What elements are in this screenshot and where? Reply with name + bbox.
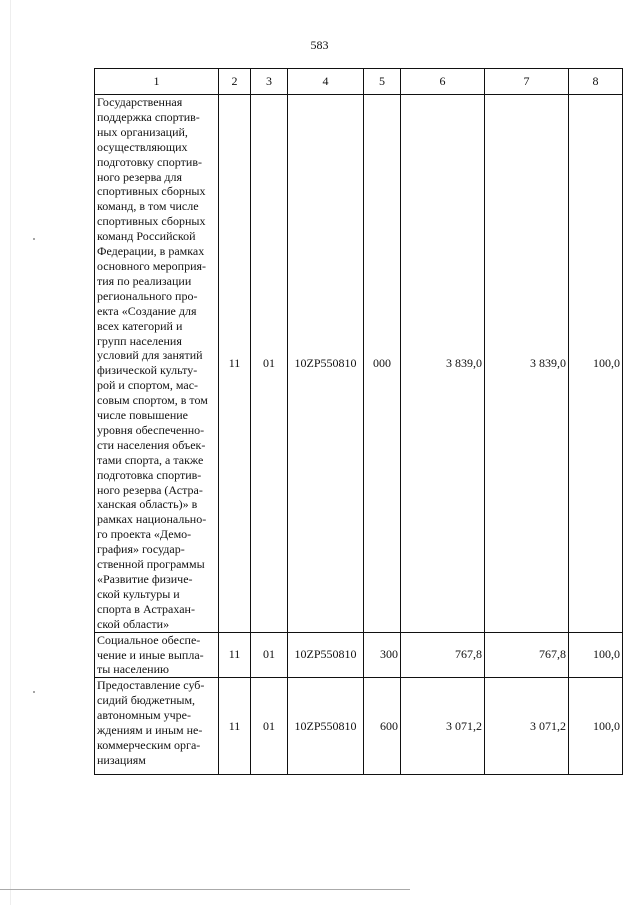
cell-amount-planned: 767,8 [401,632,485,678]
header-cell-2: 2 [219,69,251,95]
header-cell-3: 3 [251,69,288,95]
cell-expense-type: 300 [364,632,401,678]
scan-bottom-line [0,889,410,890]
cell-subsection: 01 [251,678,288,775]
row-description: Государственная поддержка спортив- ных организаций, осуществляющих подготовку спортив- ного резерва для спортивных сборных команд, в том числе спортивных сборных команд Российской Федерации, в рамках основного мероприя- тия по реализации регионального про- екта «Создание для всех категорий и групп населения условий для занятий физической культу- рой и спортом, мас- совым спортом, в том числе повышение уровня обеспеченно- сти населения объек- тами спорта, а также подготовка спортив- ного резерва (Астра- ханская область)» в рамках национально- го проекта «Демо- графия» государ- ственной программы «Развитие физиче- ской культуры и спорта в Астрахан- ской области» [95,95,219,633]
cell-amount-planned: 3 839,0 [401,95,485,633]
cell-percent: 100,0 [569,95,623,633]
cell-section: 11 [219,95,251,633]
header-cell-7: 7 [485,69,569,95]
scan-edge-line [10,0,11,905]
header-cell-4: 4 [288,69,364,95]
cell-target-article: 10ZP550810 [288,632,364,678]
header-cell-8: 8 [569,69,623,95]
cell-target-article: 10ZP550810 [288,678,364,775]
cell-section: 11 [219,678,251,775]
table-row [95,678,623,775]
budget-table [94,68,623,775]
cell-amount-executed: 3 071,2 [485,678,569,775]
cell-section: 11 [219,632,251,678]
header-cell-6: 6 [401,69,485,95]
cell-subsection: 01 [251,632,288,678]
cell-percent: 100,0 [569,678,623,775]
page-number: 583 [310,38,329,52]
cell-amount-planned: 3 071,2 [401,678,485,775]
table-row [95,632,623,678]
row-description: Предоставление суб- сидий бюджетным, автономным учре- ждениям и иным не- коммерческим орга- низациям [95,678,219,775]
table-row [95,95,623,633]
scan-speck [33,691,35,693]
cell-expense-type: 000 [364,95,401,633]
scan-speck [33,238,35,240]
cell-percent: 100,0 [569,632,623,678]
header-cell-5: 5 [364,69,401,95]
cell-subsection: 01 [251,95,288,633]
row-description: Социальное обеспе- чение и иные выпла- ты населению [95,632,219,678]
cell-amount-executed: 767,8 [485,632,569,678]
cell-target-article: 10ZP550810 [288,95,364,633]
header-cell-1: 1 [95,69,219,95]
cell-amount-executed: 3 839,0 [485,95,569,633]
cell-expense-type: 600 [364,678,401,775]
table-header-row [95,69,623,95]
